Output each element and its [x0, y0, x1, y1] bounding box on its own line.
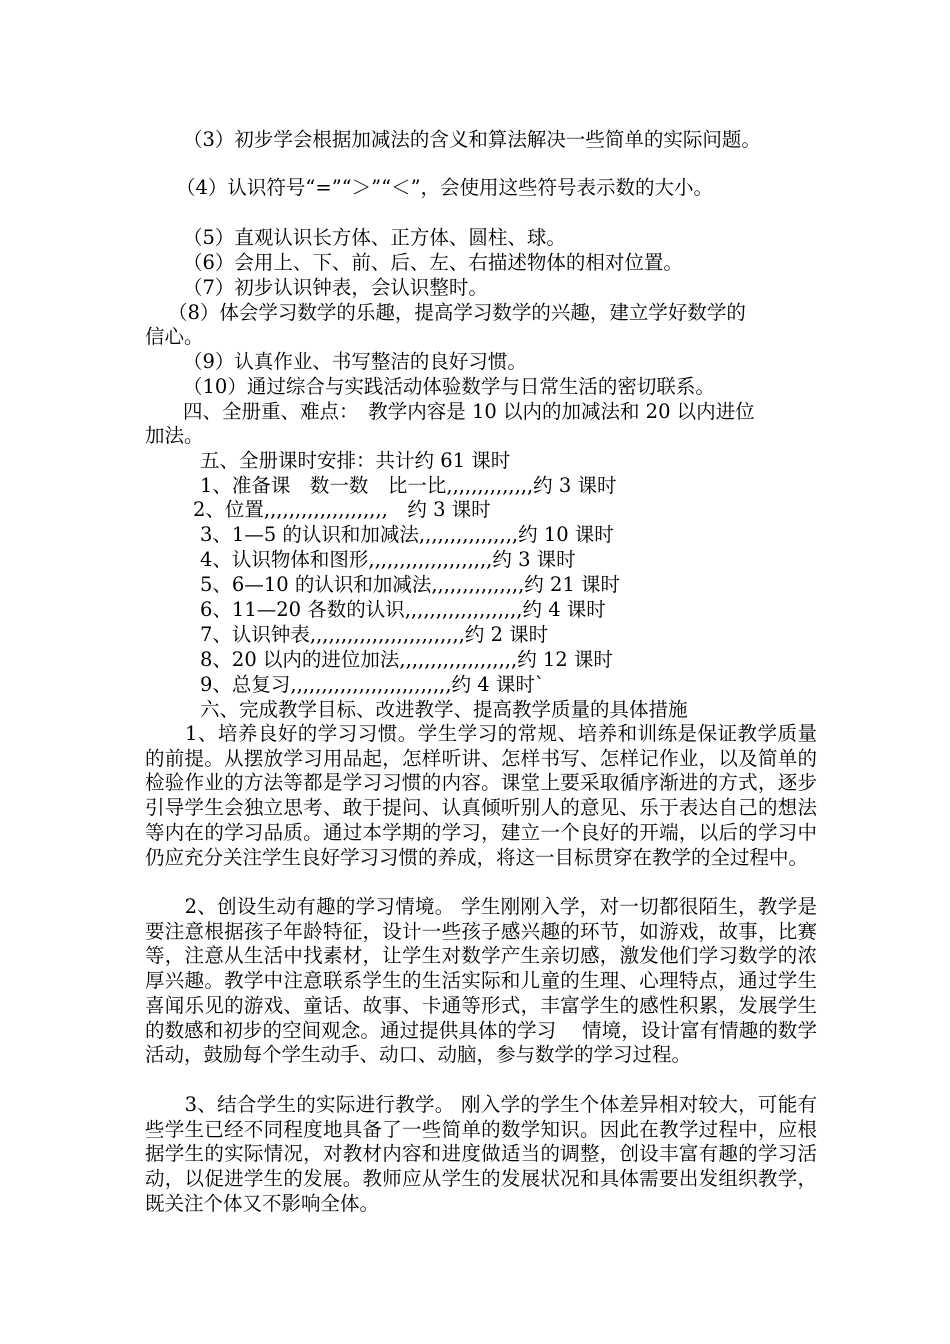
- objective-8-line2: 信心。: [145, 325, 204, 348]
- key-difficult-points-line2: 加法。: [145, 424, 204, 447]
- objective-6: （6）会用上、下、前、后、左、右描述物体的相对位置。: [183, 251, 683, 274]
- schedule-item: 4、认识物体和图形,,,,,,,,,,,,,,,,,,,,约 3 课时: [200, 548, 576, 571]
- schedule-item: 8、20 以内的进位加法,,,,,,,,,,,,,,,,,,,约 12 课时: [200, 648, 613, 671]
- objective-9: （9）认真作业、书写整洁的良好习惯。: [183, 350, 527, 373]
- schedule-heading: 五、全册课时安排：共计约 61 课时: [200, 449, 511, 472]
- schedule-item: 9、总复习,,,,,,,,,,,,,,,,,,,,,,,,,,约 4 课时`: [200, 673, 545, 696]
- schedule-item: 3、1—5 的认识和加减法,,,,,,,,,,,,,,,,约 10 课时: [200, 523, 614, 546]
- key-difficult-points-line1: 四、全册重、难点： 教学内容是 10 以内的加减法和 20 以内进位: [183, 400, 755, 423]
- measure-paragraph-2: 2、创设生动有趣的学习情境。 学生刚刚入学，对一切都很陌生，教学是要注意根据孩子年龄特征，设计一些孩子感兴趣的环节，如游戏，故事，比赛等，注意从生活中找素材，让学生对数学产生亲切感，激发他们学习数学的浓厚兴趣。教学中注意联系学生的生活实际和儿童的生理、心理特点，通过学生喜闻乐见的游戏、童话、故事、卡通等形式，丰富学生的感性积累，发展学生的数感和初步的空间观念。通过提供具体的学习 情境，设计富有情趣的数学活动，鼓励每个学生动手、动口、动脑，参与数学的学习过程。: [145, 895, 817, 1067]
- measure-paragraph-3: 3、结合学生的实际进行教学。 刚入学的学生个体差异相对较大，可能有些学生已经不同程度地具备了一些简单的数学知识。因此在教学过程中，应根据学生的实际情况，对教材内容和进度做适当的调整，创设丰富有趣的学习活动，以促进学生的发展。教师应从学生的发展状况和具体需要出发组织教学，既关注个体又不影响全体。: [145, 1093, 817, 1215]
- objective-10: （10）通过综合与实践活动体验数学与日常生活的密切联系。: [183, 375, 715, 398]
- schedule-item: 6、11—20 各数的认识,,,,,,,,,,,,,,,,,,,约 4 课时: [200, 598, 606, 621]
- schedule-item: 1、准备课 数一数 比一比,,,,,,,,,,,,,,约 3 课时: [200, 474, 617, 497]
- objective-5: （5）直观认识长方体、正方体、圆柱、球。: [183, 226, 566, 249]
- schedule-item: 7、认识钟表,,,,,,,,,,,,,,,,,,,,,,,,,约 2 课时: [200, 623, 549, 646]
- schedule-item: 5、6—10 的认识和加减法,,,,,,,,,,,,,,,约 21 课时: [200, 573, 621, 596]
- objective-8-line1: （8）体会学习数学的乐趣，提高学习数学的兴趣，建立学好数学的: [168, 301, 746, 324]
- objective-7: （7）初步认识钟表，会认识整时。: [183, 276, 488, 299]
- objective-3: （3）初步学会根据加减法的含义和算法解决一些简单的实际问题。: [183, 128, 761, 151]
- schedule-item: 2、位置,,,,,,,,,,,,,,,,,,,, 约 3 课时: [193, 498, 491, 521]
- measure-paragraph-1: 1、培养良好的学习习惯。学生学习的常规、培养和训练是保证教学质量的前提。从摆放学习用品起，怎样听讲、怎样书写、怎样记作业，以及简单的检验作业的方法等都是学习习惯的内容。课堂上要采取循序渐进的方式，逐步引导学生会独立思考、敢于提问、认真倾听别人的意见、乐于表达自己的想法等内在的学习品质。通过本学期的学习，建立一个良好的开端，以后的学习中仍应充分关注学生良好学习习惯的养成，将这一目标贯穿在教学的全过程中。: [145, 722, 817, 869]
- measures-heading: 六、完成教学目标、改进教学、提高教学质量的具体措施: [200, 698, 688, 721]
- objective-4: （4）认识符号“=”“＞”“＜”，会使用这些符号表示数的大小。: [176, 176, 714, 199]
